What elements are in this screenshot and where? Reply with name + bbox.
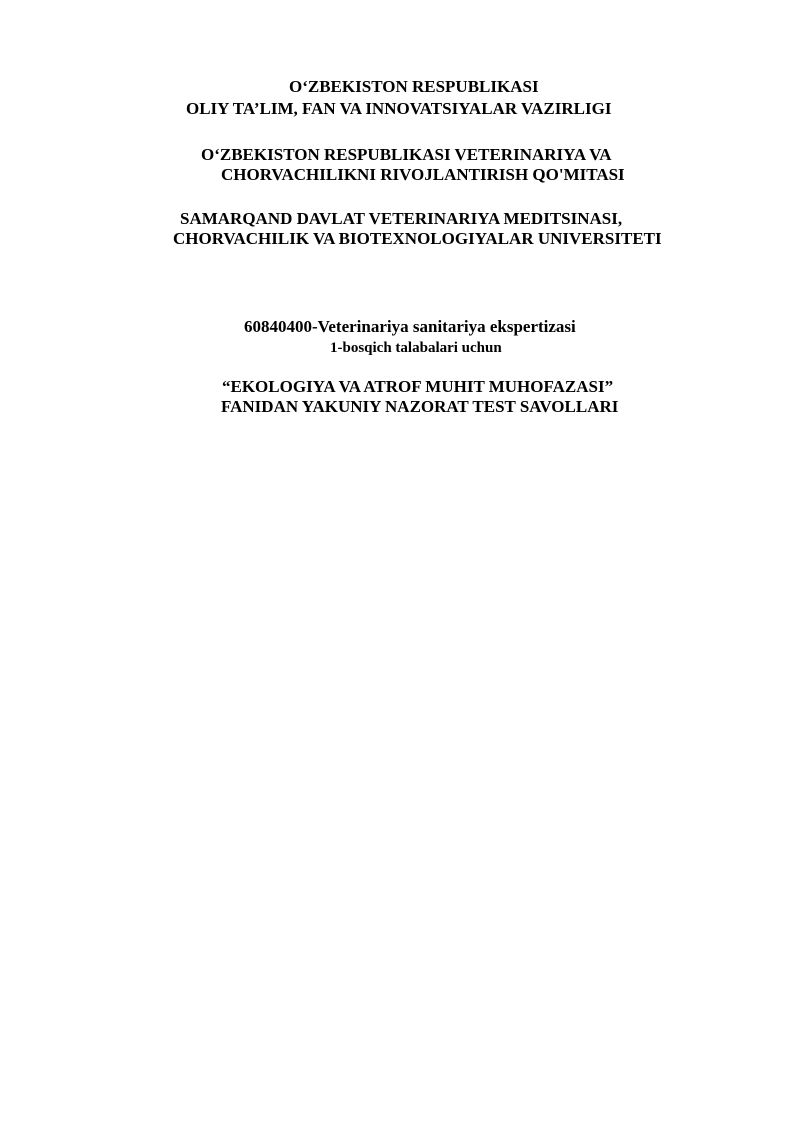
committee-line-2: CHORVACHILIKNI RIVOJLANTIRISH QO'MITASI <box>221 165 625 184</box>
subject-subtitle: FANIDAN YAKUNIY NAZORAT TEST SAVOLLARI <box>221 397 619 416</box>
university-line-1: SAMARQAND DAVLAT VETERINARIYA MEDITSINASI, <box>180 209 623 228</box>
specialty-line: 60840400-Veterinariya sanitariya ekspertizasi <box>244 317 576 336</box>
republic-name: O‘ZBEKISTON RESPUBLIKASI <box>289 77 539 96</box>
committee-line-1: O‘ZBEKISTON RESPUBLIKASI VETERINARIYA VA <box>201 145 612 164</box>
stage-line: 1-bosqich talabalari uchun <box>330 340 502 356</box>
ministry-name: OLIY TA’LIM, FAN VA INNOVATSIYALAR VAZIRLIGI <box>186 99 612 118</box>
subject-title: “EKOLOGIYA VA ATROF MUHIT MUHOFAZASI” <box>222 377 614 396</box>
university-line-2: CHORVACHILIK VA BIOTEXNOLOGIYALAR UNIVERSITETI <box>173 229 662 248</box>
